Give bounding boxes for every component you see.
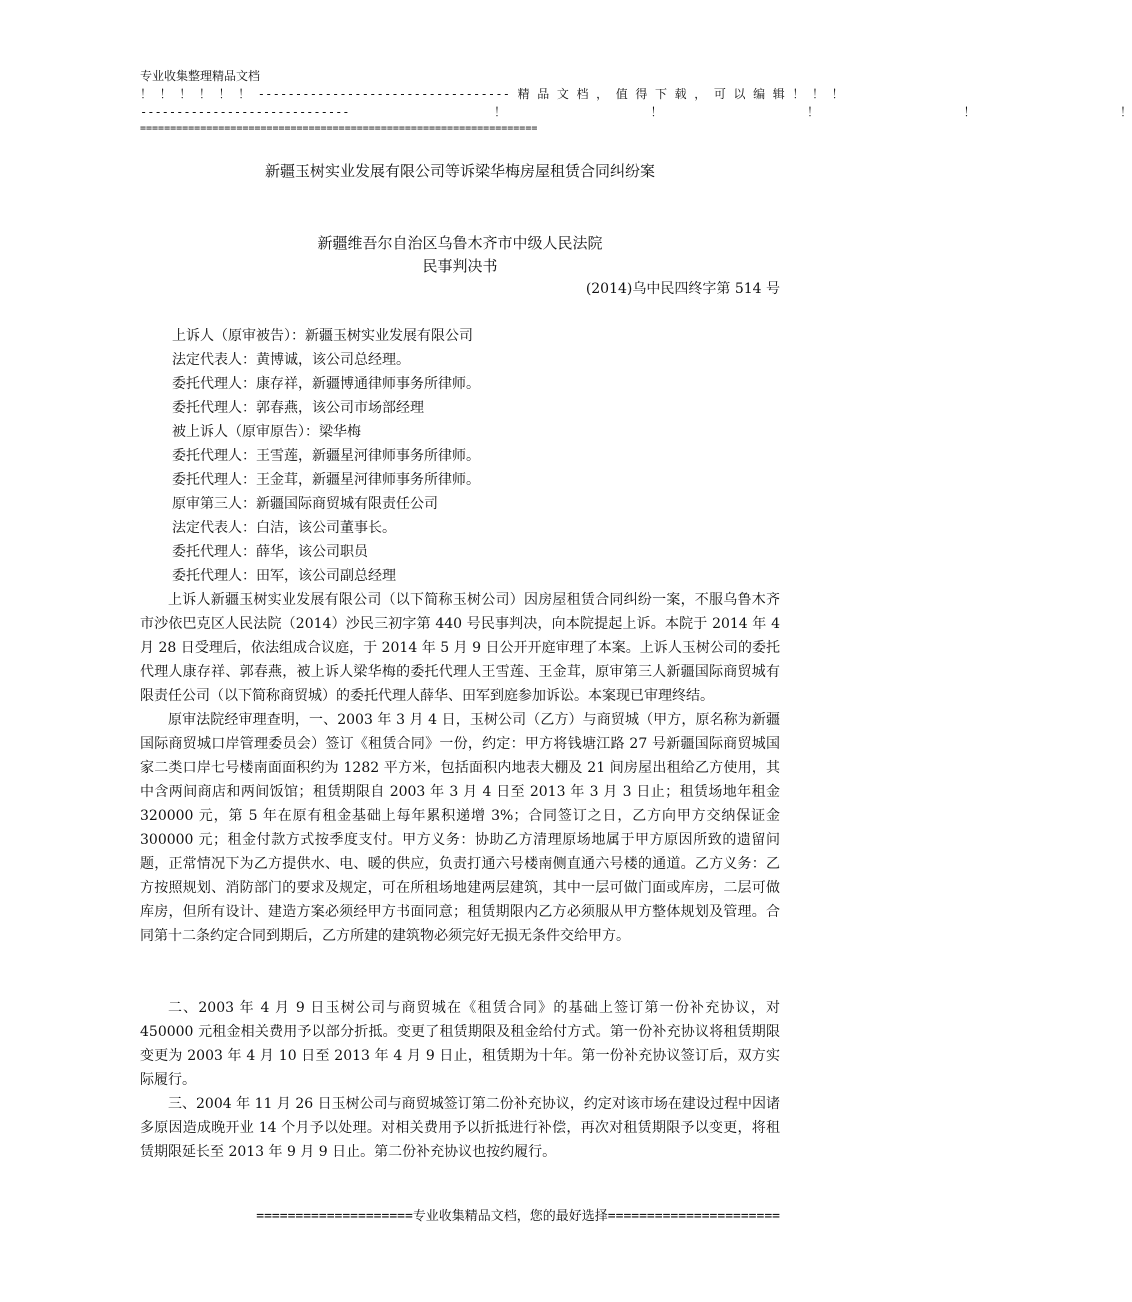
party-line: 委托代理人：郭春燕，该公司市场部经理 [172,400,424,416]
party-line: 委托代理人：康存祥，新疆博通律师事务所律师。 [172,376,480,392]
body-paragraph: 上诉人新疆玉树实业发展有限公司（以下简称玉树公司）因房屋租赁合同纠纷一案，不服乌鲁木齐市沙依巴克区人民法院（2014）沙民三初字第 440 号民事判决，向本院提起上诉。本院于 2014 年 4 月 28 日受理后，依法组成合议庭，于 2014 年 5 月 9 日公开开庭审理了本案。上诉人玉树公司的委托代理人康存祥、郭春燕，被上诉人梁华梅的委托代理人王雪莲、王金茸，原审第三人新疆国际商贸城有限责任公司（以下简称商贸城）的委托代理人薛华、田军到庭参加诉讼。本案现已审理终结。 [140,592,780,704]
footer-banner: ====================专业收集精品文档，您的最好选择====================== [256,1209,780,1224]
court-name: 新疆维吾尔自治区乌鲁木齐市中级人民法院 [317,234,603,252]
document-title: 新疆玉树实业发展有限公司等诉梁华梅房屋租赁合同纠纷案 [264,162,655,180]
party-line: 法定代表人：黄博诚，该公司总经理。 [172,352,410,368]
party-line: 原审第三人：新疆国际商贸城有限责任公司 [172,496,438,512]
header-line-1: ！ ！ ！ ！ ！ ！ ---------------------------------- 精 品 文 档 ， 值 得 下 载 ， 可 以 编 辑 ！ ！ ！ [140,87,844,101]
party-line: 委托代理人：王金茸，新疆星河律师事务所律师。 [172,472,480,488]
case-number: (2014)乌中民四终字第 514 号 [585,281,780,297]
header-line-2: ----------------------------- ！ ！ ！ ！ ！ [140,105,1132,119]
header-label: 专业收集整理精品文档 [140,69,261,83]
body-paragraph: 二、2003 年 4 月 9 日玉树公司与商贸城在《租赁合同》的基础上签订第一份补充协议，对 450000 元租金相关费用予以部分折抵。变更了租赁期限及租金给付方式。第一份补充协议将租赁期限变更为 2003 年 4 月 10 日至 2013 年 4 月 9 日止，租赁期为十年。第一份补充协议签订后，双方实际履行。 [140,1000,780,1088]
body-paragraph: 三、2004 年 11 月 26 日玉树公司与商贸城签订第二份补充协议，约定对该市场在建设过程中因诸多原因造成晚开业 14 个月予以处理。对相关费用予以折抵进行补偿，再次对租赁期限予以变更，将租赁期限延长至 2013 年 9 月 9 日止。第二份补充协议也按约履行。 [140,1096,780,1160]
party-line: 被上诉人（原审原告）：梁华梅 [172,424,361,440]
party-line: 上诉人（原审被告）：新疆玉树实业发展有限公司 [172,328,473,344]
party-line: 法定代表人：白洁，该公司董事长。 [172,520,396,536]
party-line: 委托代理人：王雪莲，新疆星河律师事务所律师。 [172,448,480,464]
party-line: 委托代理人：薛华，该公司职员 [172,544,368,560]
document-type: 民事判决书 [422,257,498,275]
body-paragraph: 原审法院经审理查明，一、2003 年 3 月 4 日，玉树公司（乙方）与商贸城（甲方，原名称为新疆国际商贸城口岸管理委员会）签订《租赁合同》一份，约定：甲方将钱塘江路 27 号新疆国际商贸城国家二类口岸七号楼南面面积约为 1282 平方米，包括面积内地表大棚及 21 间房屋出租给乙方使用，其中含两间商店和两间饭馆；租赁期限自 2003 年 3 月 4 日至 2013 年 3 月 3 日止；租赁场地年租金 320000 元，第 5 年在原有租金基础上每年累积递增 3%；合同签订之日，乙方向甲方交纳保证金 300000 元；租金付款方式按季度支付。甲方义务：协助乙方清理原场地属于甲方原因所致的遗留问题，正常情况下为乙方提供水、电、暖的供应，负责打通六号楼南侧直通六号楼的通道。乙方义务：乙方按照规划、消防部门的要求及规定，可在所租场地建两层建筑，其中一层可做门面或库房，二层可做库房，但所有设计、建造方案必须经甲方书面同意；租赁期限内乙方必须服从甲方整体规划及管理。合同第十二条约定合同到期后，乙方所建的建筑物必须完好无损无条件交给甲方。 [140,712,780,944]
party-line: 委托代理人：田军，该公司副总经理 [172,568,396,584]
header-line-3: ================================================================== [140,123,538,134]
